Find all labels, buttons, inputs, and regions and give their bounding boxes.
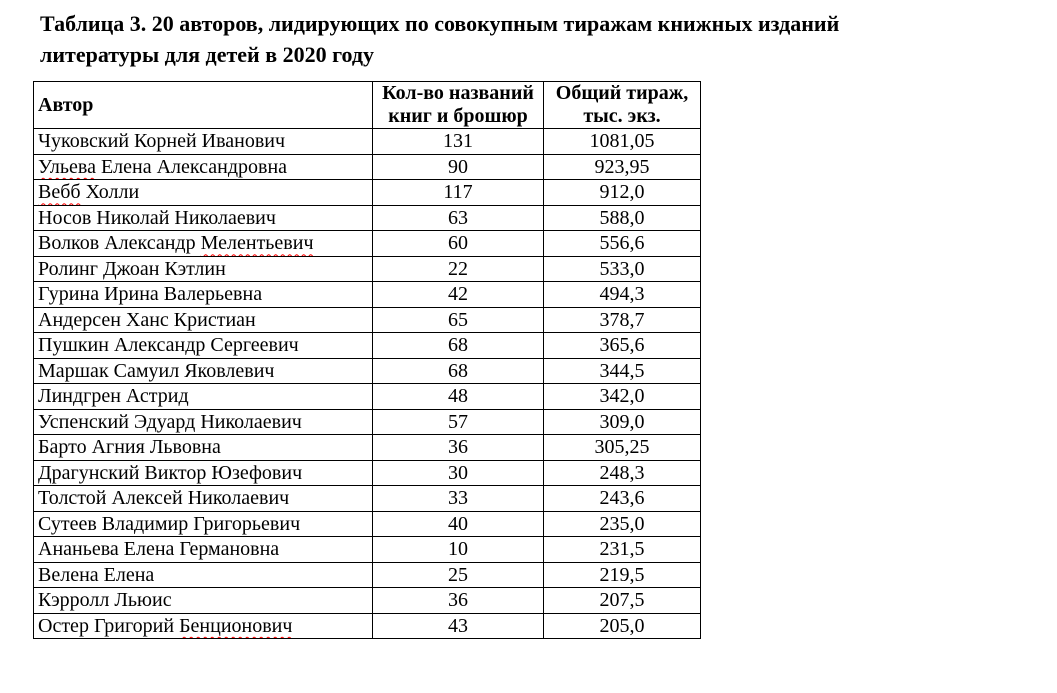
- author-cell: Успенский Эдуард Николаевич: [34, 409, 373, 435]
- count-cell: 65: [373, 307, 544, 333]
- count-cell: 25: [373, 562, 544, 588]
- spellcheck-underlined-word: Мелентьевич: [200, 232, 314, 255]
- table-row: [34, 358, 701, 384]
- table-row: [34, 409, 701, 435]
- circulation-cell: 207,5: [544, 588, 701, 614]
- author-cell: Ананьева Елена Германовна: [34, 537, 373, 563]
- spellcheck-underlined-word: Бенционович: [179, 614, 293, 637]
- table-row: [34, 333, 701, 359]
- table-row: [34, 384, 701, 410]
- author-cell: Остер Григорий Бенционович: [34, 613, 373, 639]
- column-header-circulation: Общий тираж, тыс. экз.: [544, 82, 701, 129]
- circulation-cell: 243,6: [544, 486, 701, 512]
- author-cell: Гурина Ирина Валерьевна: [34, 282, 373, 308]
- table-row: [34, 537, 701, 563]
- circulation-cell: 365,6: [544, 333, 701, 359]
- author-cell: Андерсен Ханс Кристиан: [34, 307, 373, 333]
- count-cell: 36: [373, 435, 544, 461]
- circulation-cell: 235,0: [544, 511, 701, 537]
- count-cell: 10: [373, 537, 544, 563]
- author-cell: Маршак Самуил Яковлевич: [34, 358, 373, 384]
- circulation-cell: 533,0: [544, 256, 701, 282]
- table-row: [34, 588, 701, 614]
- circulation-cell: 1081,05: [544, 129, 701, 155]
- author-cell: Ульева Елена Александровна: [34, 154, 373, 180]
- table-row: [34, 129, 701, 155]
- table-row: [34, 256, 701, 282]
- page-title-line-2: литературы для детей в 2020 году: [40, 42, 375, 67]
- author-cell: Барто Агния Львовна: [34, 435, 373, 461]
- count-cell: 68: [373, 333, 544, 359]
- table-row: [34, 231, 701, 257]
- spellcheck-underlined-word: Ульева: [38, 155, 96, 178]
- count-cell: 48: [373, 384, 544, 410]
- count-cell: 40: [373, 511, 544, 537]
- circulation-cell: 556,6: [544, 231, 701, 257]
- page-title: [40, 8, 1020, 70]
- author-cell: Кэрролл Льюис: [34, 588, 373, 614]
- count-cell: 131: [373, 129, 544, 155]
- page-title-line-1: Таблица 3. 20 авторов, лидирующих по совокупным тиражам книжных изданий: [40, 11, 840, 36]
- table-row: [34, 562, 701, 588]
- count-cell: 117: [373, 180, 544, 206]
- circulation-cell: 309,0: [544, 409, 701, 435]
- table-row: [34, 282, 701, 308]
- count-cell: 57: [373, 409, 544, 435]
- circulation-cell: 305,25: [544, 435, 701, 461]
- author-cell: Чуковский Корней Иванович: [34, 129, 373, 155]
- spellcheck-underlined-word: Вебб: [38, 181, 81, 204]
- table-row: [34, 460, 701, 486]
- circulation-cell: 494,3: [544, 282, 701, 308]
- count-cell: 30: [373, 460, 544, 486]
- circulation-cell: 248,3: [544, 460, 701, 486]
- author-cell: Ролинг Джоан Кэтлин: [34, 256, 373, 282]
- count-cell: 60: [373, 231, 544, 257]
- circulation-cell: 342,0: [544, 384, 701, 410]
- author-cell: Носов Николай Николаевич: [34, 205, 373, 231]
- table-row: [34, 486, 701, 512]
- count-cell: 22: [373, 256, 544, 282]
- author-cell: Сутеев Владимир Григорьевич: [34, 511, 373, 537]
- table-row: [34, 435, 701, 461]
- circulation-cell: 912,0: [544, 180, 701, 206]
- author-cell: Велена Елена: [34, 562, 373, 588]
- author-cell: Волков Александр Мелентьевич: [34, 231, 373, 257]
- author-cell: Пушкин Александр Сергеевич: [34, 333, 373, 359]
- table-body: [34, 129, 701, 639]
- count-cell: 63: [373, 205, 544, 231]
- circulation-cell: 588,0: [544, 205, 701, 231]
- table-row: [34, 180, 701, 206]
- circulation-cell: 205,0: [544, 613, 701, 639]
- authors-table: [33, 81, 701, 639]
- table-row: [34, 205, 701, 231]
- table-header-row: [34, 82, 701, 129]
- column-header-count: Кол-во названий книг и брошюр: [373, 82, 544, 129]
- circulation-cell: 231,5: [544, 537, 701, 563]
- count-cell: 36: [373, 588, 544, 614]
- count-cell: 33: [373, 486, 544, 512]
- circulation-cell: 378,7: [544, 307, 701, 333]
- table-row: [34, 154, 701, 180]
- author-cell: Вебб Холли: [34, 180, 373, 206]
- author-cell: Драгунский Виктор Юзефович: [34, 460, 373, 486]
- table-header: [34, 82, 701, 129]
- count-cell: 90: [373, 154, 544, 180]
- table-row: [34, 511, 701, 537]
- table-row: [34, 613, 701, 639]
- author-cell: Толстой Алексей Николаевич: [34, 486, 373, 512]
- count-cell: 42: [373, 282, 544, 308]
- column-header-author: Автор: [34, 82, 373, 129]
- circulation-cell: 344,5: [544, 358, 701, 384]
- circulation-cell: 219,5: [544, 562, 701, 588]
- author-cell: Линдгрен Астрид: [34, 384, 373, 410]
- count-cell: 68: [373, 358, 544, 384]
- count-cell: 43: [373, 613, 544, 639]
- table-row: [34, 307, 701, 333]
- circulation-cell: 923,95: [544, 154, 701, 180]
